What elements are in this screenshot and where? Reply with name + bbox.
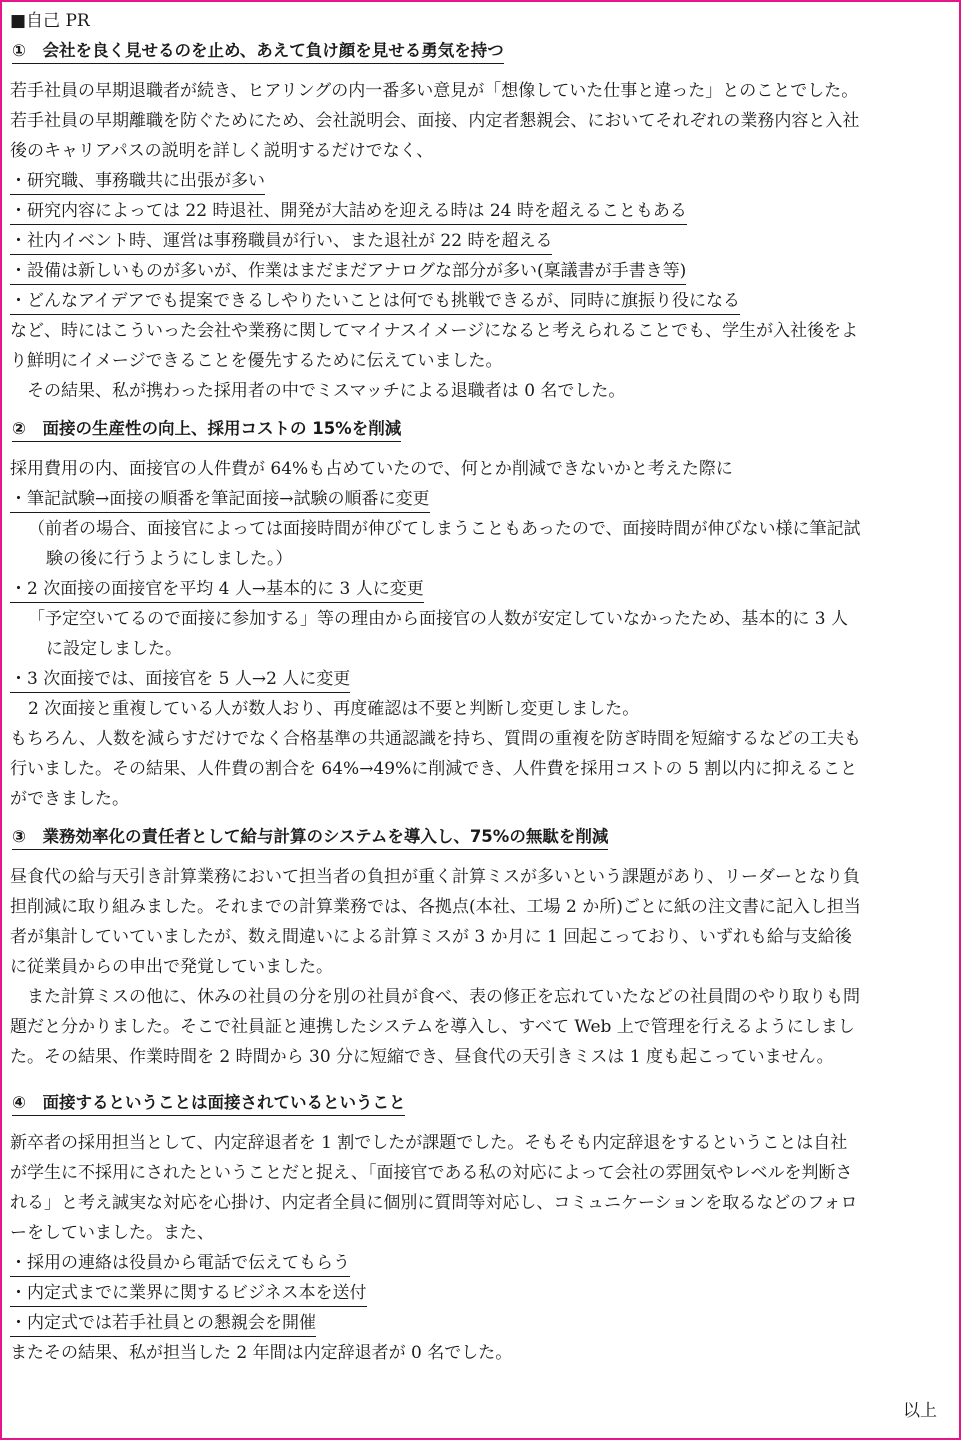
section-4-bullet: ・内定式では若手社員との懇親会を開催 [10,1308,945,1338]
section-2-heading-text: ② 面接の生産性の向上、採用コストの 15%を削減 [12,419,401,442]
section-3-paragraph-line: 者が集計していていましたが、数え間違いによる計算ミスが 3 か月に 1 回起こっており、いずれも給与支給後 [10,927,852,947]
section-1-paragraph-line: など、時にはこういった会社や業務に関してマイナスイメージになると考えられることでも、学生が入社後をよ [10,321,859,341]
section-4-paragraph-line: が学生に不採用にされたということだと捉え、「面接官である私の対応によって会社の雰囲気やレベルを判断さ [10,1163,853,1183]
section-1-paragraph-line: り鮮明にイメージできることを優先するために伝えていました。 [10,351,503,371]
section-1-bullet: ・社内イベント時、運営は事務職員が行い、また退社が 22 時を超える [10,226,945,256]
spacer [10,1072,945,1088]
section-3-paragraph-line: た。その結果、作業時間を 2 時間から 30 分に短縮でき、昼食代の天引きミスは 1 度も起こっていません。 [10,1047,834,1067]
document-title: ■自己 PR [10,11,90,31]
section-3-paragraph-line: に従業員からの申出で発覚していました。 [10,957,333,977]
section-4-heading-text: ④ 面接するということは面接されているということ [12,1093,405,1116]
section-2-paragraph-line: 採用費用の内、面接官の人件費が 64%も占めていたので、何とか削減できないかと考えた際に [10,459,733,479]
section-1-bullet: ・研究内容によっては 22 時退社、開発が大詰めを迎える時は 24 時を超えることもある [10,196,945,226]
section-1-bullet: ・設備は新しいものが多いが、作業はまだまだアナログな部分が多い(稟議書が手書き等) [10,256,945,286]
section-2-note-line: 「予定空いてるので面接に参加する」等の理由から面接官の人数が安定していなかったため、基本的に 3 人 [28,609,848,629]
section-1-heading [10,36,945,67]
section-2-note-line: に設定しました。 [46,639,182,659]
spacer [10,406,945,414]
section-3-paragraph-line: 題だと分かりました。そこで社員証と連携したシステムを導入し、すべて Web 上で管理を行えるようにしまし [10,1017,855,1037]
section-4-paragraph-line: またその結果、私が担当した 2 年間は内定辞退者が 0 名でした。 [10,1343,513,1363]
section-2-heading [10,414,945,445]
section-3-paragraph-line: 昼食代の給与天引き計算業務において担当者の負担が重く計算ミスが多いという課題があり、リーダーとなり負 [10,867,860,887]
section-3-paragraph-line: また計算ミスの他に、休みの社員の分を別の社員が食べ、表の修正を忘れていたなどの社員間のやり取りも問 [10,987,860,1007]
section-4-paragraph-line: れる」と考え誠実な対応を心掛け、内定者全員に個別に質問等対応し、コミュニケーションを取るなどのフォロ [10,1193,858,1213]
section-2-paragraph-line: 行いました。その結果、人件費の割合を 64%→49%に削減でき、人件費を採用コストの 5 割以内に抑えること [10,759,858,779]
section-1-bullet: ・研究職、事務職共に出張が多い [10,166,945,196]
section-4-bullet: ・内定式までに業界に関するビジネス本を送付 [10,1278,945,1308]
spacer [10,814,945,822]
closing-text: 以上 [903,1401,937,1421]
section-1-paragraph-line: 若手社員の早期離職を防ぐためにため、会社説明会、面接、内定者懇親会、においてそれぞれの業務内容と入社 [10,111,860,131]
section-2-paragraph-line: ができました。 [10,789,129,809]
section-2-bullet: ・2 次面接の面接官を平均 4 人→基本的に 3 人に変更 [10,574,945,604]
section-1-bullet: ・どんなアイデアでも提案できるしやりたいことは何でも挑戦できるが、同時に旗振り役になる [10,286,945,316]
section-4-paragraph-line: ーをしていました。また、 [10,1223,214,1243]
section-1-heading-text: ① 会社を良く見せるのを止め、あえて負け顔を見せる勇気を持つ [12,41,504,64]
section-4-paragraph-line: 新卒者の採用担当として、内定辞退者を 1 割でしたが課題でした。そもそも内定辞退をするということは自社 [10,1133,848,1153]
section-2-bullet: ・3 次面接では、面接官を 5 人→2 人に変更 [10,664,945,694]
section-1-paragraph-line: 若手社員の早期退職者が続き、ヒアリングの内一番多い意見が「想像していた仕事と違った」とのことでした。 [10,81,859,101]
section-2-note-line: 験の後に行うようにしました。） [46,549,293,569]
section-2-bullet: ・筆記試験→面接の順番を筆記面接→試験の順番に変更 [10,484,945,514]
section-4-heading [10,1088,945,1119]
section-2-paragraph-line: もちろん、人数を減らすだけでなく合格基準の共通認識を持ち、質問の重複を防ぎ時間を短縮するなどの工夫も [10,729,862,749]
section-4-bullet: ・採用の連絡は役員から電話で伝えてもらう [10,1248,945,1278]
section-2-note-line: （前者の場合、面接官によっては面接時間が伸びてしまうこともあったので、面接時間が伸びない様に筆記試 [28,519,861,539]
section-1-paragraph-line: その結果、私が携わった採用者の中でミスマッチによる退職者は 0 名でした。 [10,381,626,401]
section-3-paragraph-line: 担削減に取り組みました。それまでの計算業務では、各拠点(本社、工場 2 か所)ごとに紙の注文書に記入し担当 [10,897,861,917]
section-2-note-line: 2 次面接と重複している人が数人おり、再度確認は不要と判断し変更しました。 [28,699,640,719]
section-1-paragraph-line: 後のキャリアパスの説明を詳しく説明するだけでなく、 [10,141,434,161]
section-3-heading-text: ③ 業務効率化の責任者として給与計算のシステムを導入し、75%の無駄を削減 [12,827,608,850]
section-3-heading [10,822,945,853]
